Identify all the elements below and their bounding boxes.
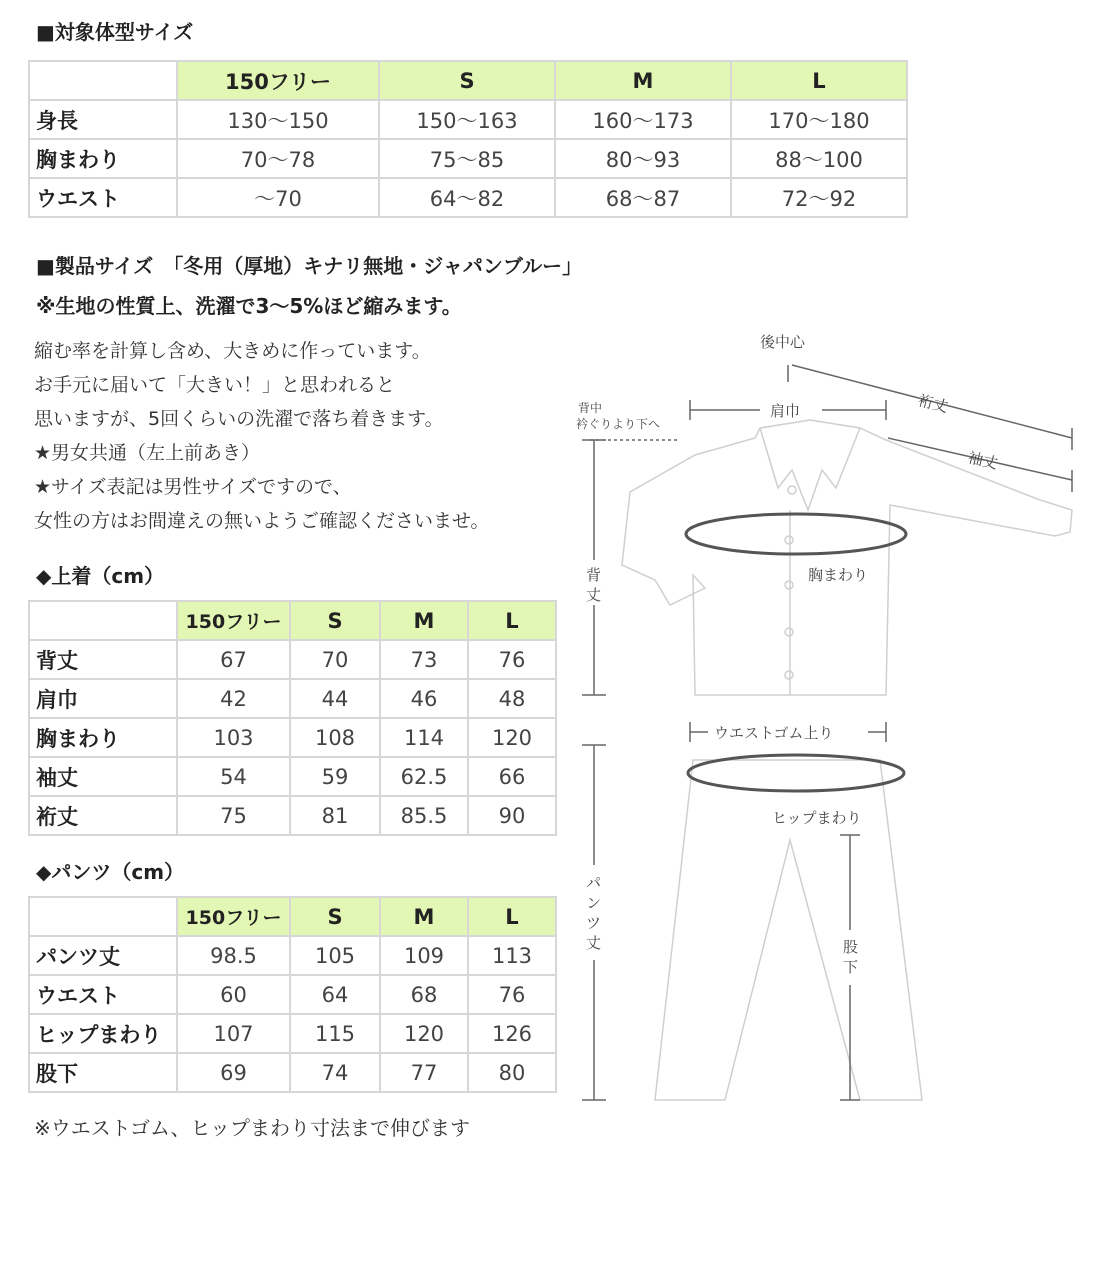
pants-table-title: ◆パンツ（cm） [36,860,185,884]
table-cell: ～70 [177,178,379,217]
header-cell-s: S [379,61,555,100]
table-cell: 150～163 [379,100,555,139]
table-cell: 105 [290,936,380,975]
row-label: 背丈 [29,640,177,679]
table-cell: 67 [177,640,290,679]
table-row [29,1053,556,1092]
table-header-row [29,61,907,100]
row-label: 裄丈 [29,796,177,835]
shirt-outline [622,420,1072,695]
product-size-title: ■製品サイズ 「冬用（厚地）キナリ無地・ジャパンブルー」 [36,254,583,278]
label-yuki: 裄丈 [916,391,950,417]
table-cell: 42 [177,679,290,718]
table-cell: 54 [177,757,290,796]
header-cell-l: L [731,61,907,100]
note-line: ★サイズ表記は男性サイズですので、 [34,476,352,498]
table-cell: 76 [468,975,556,1014]
header-cell-m: M [380,601,468,640]
table-cell: 72～92 [731,178,907,217]
table-row [29,718,556,757]
table-row [29,975,556,1014]
table-cell: 80～93 [555,139,731,178]
row-label: パンツ丈 [29,936,177,975]
label-pants-length-4: 丈 [586,934,602,952]
table-cell: 107 [177,1014,290,1053]
table-cell: 64～82 [379,178,555,217]
label-hip: ヒップまわり [772,809,862,827]
label-pants-length-2: ン [586,894,602,912]
table-cell: 90 [468,796,556,835]
table-cell: 44 [290,679,380,718]
table-cell: 115 [290,1014,380,1053]
table-row [29,936,556,975]
table-cell: 46 [380,679,468,718]
table-cell: 108 [290,718,380,757]
label-inseam-1: 股 [843,938,859,956]
table-cell: 66 [468,757,556,796]
header-cell-s: S [290,601,380,640]
row-label: 股下 [29,1053,177,1092]
row-label: ヒップまわり [29,1014,177,1053]
table-row [29,1014,556,1053]
table-cell: 59 [290,757,380,796]
table-cell: 69 [177,1053,290,1092]
label-back-center: 後中心 [760,333,806,351]
table-row [29,178,907,217]
table-cell: 126 [468,1014,556,1053]
table-cell: 109 [380,936,468,975]
note-line: 縮む率を計算し含め、大きめに作っています。 [34,340,431,362]
note-line: ★男女共通（左上前あき） [34,442,261,464]
table-cell: 113 [468,936,556,975]
corner-cell [29,601,177,640]
table-cell: 130～150 [177,100,379,139]
top-size-table [28,600,557,836]
shrink-warning: ※生地の性質上、洗濯で3～5%ほど縮みます。 [36,294,462,318]
row-label: ウエスト [29,975,177,1014]
table-cell: 75 [177,796,290,835]
header-cell-m: M [380,897,468,936]
note-line: 思いますが、5回くらいの洗濯で落ち着きます。 [34,408,444,430]
row-label: 胸まわり [29,139,177,178]
table-cell: 160～173 [555,100,731,139]
label-inseam-2: 下 [843,958,859,976]
table-cell: 64 [290,975,380,1014]
table-cell: 98.5 [177,936,290,975]
header-cell-150free: 150フリー [177,61,379,100]
label-shoulder: 肩巾 [770,402,801,420]
table-cell: 85.5 [380,796,468,835]
table-cell: 62.5 [380,757,468,796]
header-cell-150free: 150フリー [177,601,290,640]
table-cell: 48 [468,679,556,718]
label-collar-note-2: 衿ぐりより下へ [576,417,661,431]
row-label: 胸まわり [29,718,177,757]
table-cell: 70 [290,640,380,679]
table-cell: 68～87 [555,178,731,217]
label-pants-length-1: パ [586,874,602,892]
body-size-table [28,60,908,218]
table-cell: 68 [380,975,468,1014]
header-cell-s: S [290,897,380,936]
footer-note: ※ウエストゴム、ヒップまわり寸法まで伸びます [34,1116,470,1140]
table-row [29,796,556,835]
table-cell: 60 [177,975,290,1014]
table-cell: 81 [290,796,380,835]
body-size-title: ■対象体型サイズ [36,20,194,44]
table-cell: 103 [177,718,290,757]
table-cell: 77 [380,1053,468,1092]
label-pants-length-3: ツ [586,914,602,932]
top-table-title: ◆上着（cm） [36,564,165,588]
header-cell-l: L [468,897,556,936]
table-cell: 75～85 [379,139,555,178]
table-row [29,640,556,679]
table-row [29,679,556,718]
table-cell: 120 [468,718,556,757]
note-line: お手元に届いて「大きい！」と思われると [34,374,396,396]
corner-cell [29,897,177,936]
header-cell-150free: 150フリー [177,897,290,936]
header-cell-l: L [468,601,556,640]
measurement-diagram [560,320,1090,1110]
label-sleeve: 袖丈 [966,448,1000,473]
label-back-length-2: 丈 [586,586,602,604]
label-chest: 胸まわり [808,566,869,584]
table-header-row [29,897,556,936]
row-label: 身長 [29,100,177,139]
row-label: 袖丈 [29,757,177,796]
row-label: ウエスト [29,178,177,217]
table-cell: 73 [380,640,468,679]
table-cell: 88～100 [731,139,907,178]
corner-cell [29,61,177,100]
label-back-length-1: 背 [586,566,602,584]
label-collar-note-1: 背中 [578,401,603,415]
chest-ring [686,514,906,554]
table-cell: 70～78 [177,139,379,178]
table-row [29,139,907,178]
table-row [29,757,556,796]
table-cell: 74 [290,1053,380,1092]
table-cell: 114 [380,718,468,757]
table-cell: 80 [468,1053,556,1092]
label-waist-rubber: ウエストゴム上り [714,724,834,742]
header-cell-m: M [555,61,731,100]
note-line: 女性の方はお間違えの無いようご確認くださいませ。 [34,510,490,532]
table-header-row [29,601,556,640]
table-row [29,100,907,139]
pants-size-table [28,896,557,1093]
table-cell: 170～180 [731,100,907,139]
table-cell: 76 [468,640,556,679]
row-label: 肩巾 [29,679,177,718]
table-cell: 120 [380,1014,468,1053]
notes-list [34,334,489,538]
